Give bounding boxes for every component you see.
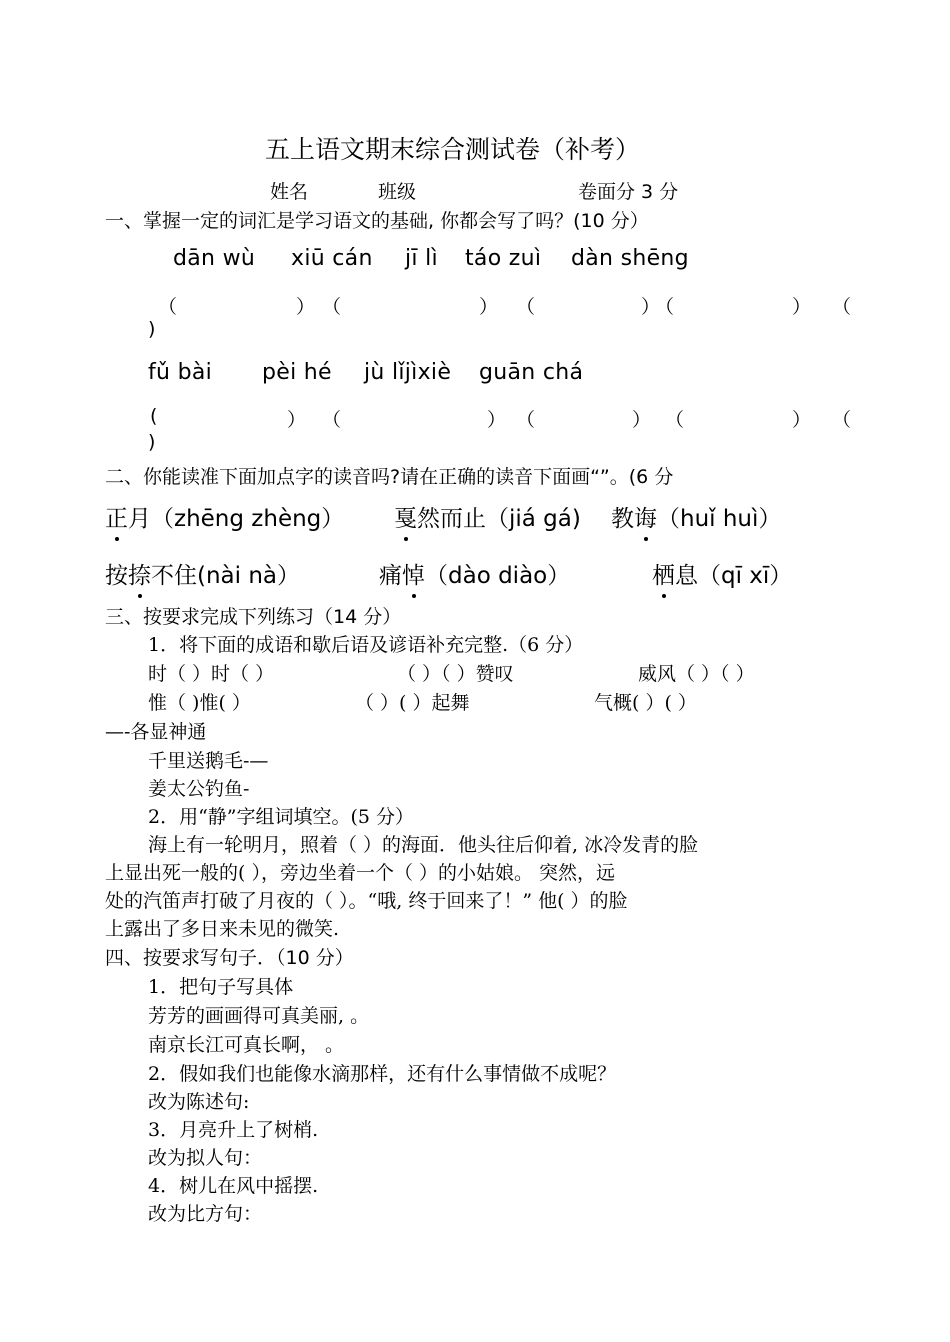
sentence-line: 南京长江可真长啊， 。	[148, 1034, 345, 1056]
answer-blank-close: )	[148, 431, 156, 453]
dotted-char: 戛	[394, 500, 417, 533]
reading-item: 栖息（qī xī）	[652, 557, 792, 590]
pinyin-item: pèi hé	[262, 360, 332, 385]
question-text: 1．将下面的成语和歇后语及谚语补充完整.（6 分）	[148, 634, 584, 656]
pinyin-item: dàn shēng	[571, 246, 689, 271]
idiom-blank[interactable]: 气概( ）( ）	[594, 692, 697, 714]
sentence-line: 改为比方句：	[148, 1203, 263, 1225]
pinyin-item: dān wù	[173, 246, 256, 271]
answer-blank-open[interactable]: (	[150, 405, 158, 427]
class-field-label: 班级	[378, 181, 417, 203]
reading-item: 痛悼（dào diào）	[379, 557, 570, 590]
reading-item: 戛然而止（jiá gá)	[394, 500, 581, 533]
idiom-blank[interactable]: （ ）（ ）赞叹	[397, 663, 514, 685]
section-three-heading: 三、按要求完成下列练习（14 分）	[105, 606, 402, 628]
idiom-blank[interactable]: 时（ ）时（ ）	[148, 663, 275, 685]
section-four-heading: 四、按要求写句子．（10 分）	[105, 947, 354, 969]
answer-blank-close: )	[148, 318, 156, 340]
pinyin-item: táo zuì	[465, 246, 542, 271]
pinyin-item: fǔ bài	[148, 360, 213, 385]
question-text: 2．用“静”字组词填空。(5 分）	[148, 806, 415, 828]
answer-blank-close: ）	[792, 296, 812, 318]
idiom-blank[interactable]: 威风（ ）（ ）	[638, 663, 755, 685]
dotted-char: 正	[105, 500, 128, 533]
answer-blank-open[interactable]: （	[322, 409, 342, 431]
pinyin-item: xiū cán	[291, 246, 373, 271]
dotted-char: 栖	[652, 557, 675, 590]
answer-blank-open[interactable]: （	[516, 296, 536, 318]
answer-blank-close: ）	[287, 409, 307, 431]
paragraph-line: 上露出了多日来未见的微笑.	[105, 918, 340, 940]
reading-item: 教诲（huǐ huì）	[611, 500, 781, 533]
answer-blank-close: ）	[296, 296, 316, 318]
sentence-line: 改为陈述句:	[148, 1091, 250, 1113]
answer-blank-open[interactable]: （	[322, 296, 342, 318]
neatness-score-label: 卷面分 3 分	[578, 181, 679, 203]
pinyin-item: jù lǐjìxiè	[364, 360, 452, 385]
reading-item: 正月（zhēng zhèng）	[105, 500, 344, 533]
dotted-char: 捺	[128, 557, 151, 590]
answer-blank-close: ）	[487, 409, 507, 431]
paragraph-line: 处的汽笛声打破了月夜的（ ）。“哦, 终于回来了！” 他( ）的脸	[105, 890, 628, 912]
saying-line: —-各显神通	[105, 721, 207, 743]
answer-blank-open[interactable]: （	[655, 296, 675, 318]
answer-blank-close: ）	[792, 409, 812, 431]
answer-blank-close: ）	[632, 409, 652, 431]
answer-blank-open[interactable]: （	[516, 409, 536, 431]
dotted-char: 诲	[634, 500, 657, 533]
saying-line: 姜太公钓鱼-	[148, 778, 250, 800]
page-title: 五上语文期末综合测试卷（补考）	[265, 135, 641, 164]
answer-blank-close: ）	[479, 296, 499, 318]
pinyin-item: guān chá	[479, 360, 584, 385]
answer-blank-open[interactable]: （	[832, 296, 852, 318]
answer-blank-close: ）	[641, 296, 661, 318]
answer-blank-open[interactable]: （	[665, 409, 685, 431]
sentence-line: 2．假如我们也能像水滴那样，还有什么事情做不成呢？	[148, 1063, 617, 1085]
answer-blank-open[interactable]: （	[832, 409, 852, 431]
section-one-heading: 一、掌握一定的词汇是学习语文的基础, 你都会写了吗？(10 分）	[105, 210, 649, 232]
sentence-line: 改为拟人句：	[148, 1147, 263, 1169]
paragraph-line: 上显出死一般的( ），旁边坐着一个（ ）的小姑娘。 突然，远	[105, 862, 616, 884]
sentence-line: 4．树儿在风中摇摆.	[148, 1175, 319, 1197]
sentence-line: 芳芳的画画得可真美丽, 。	[148, 1005, 370, 1027]
dotted-char: 悼	[402, 557, 425, 590]
sentence-line: 3．月亮升上了树梢.	[148, 1119, 319, 1141]
name-field-label: 姓名	[270, 181, 309, 203]
section-two-heading: 二、你能读准下面加点字的读音吗?请在正确的读音下面画“”。(6 分	[105, 466, 674, 488]
saying-line: 千里送鹅毛-—	[148, 750, 269, 772]
idiom-blank[interactable]: 惟（ )惟( ）	[148, 692, 251, 714]
sentence-line: 1．把句子写具体	[148, 976, 294, 998]
pinyin-item: jī lì	[405, 246, 438, 271]
answer-blank-open[interactable]: （	[158, 296, 178, 318]
reading-item: 按捺不住(nài nà）	[105, 557, 300, 590]
paragraph-line: 海上有一轮明月，照着（ ）的海面．他头往后仰着, 冰冷发青的脸	[148, 834, 699, 856]
idiom-blank[interactable]: （ ）( ）起舞	[355, 692, 470, 714]
